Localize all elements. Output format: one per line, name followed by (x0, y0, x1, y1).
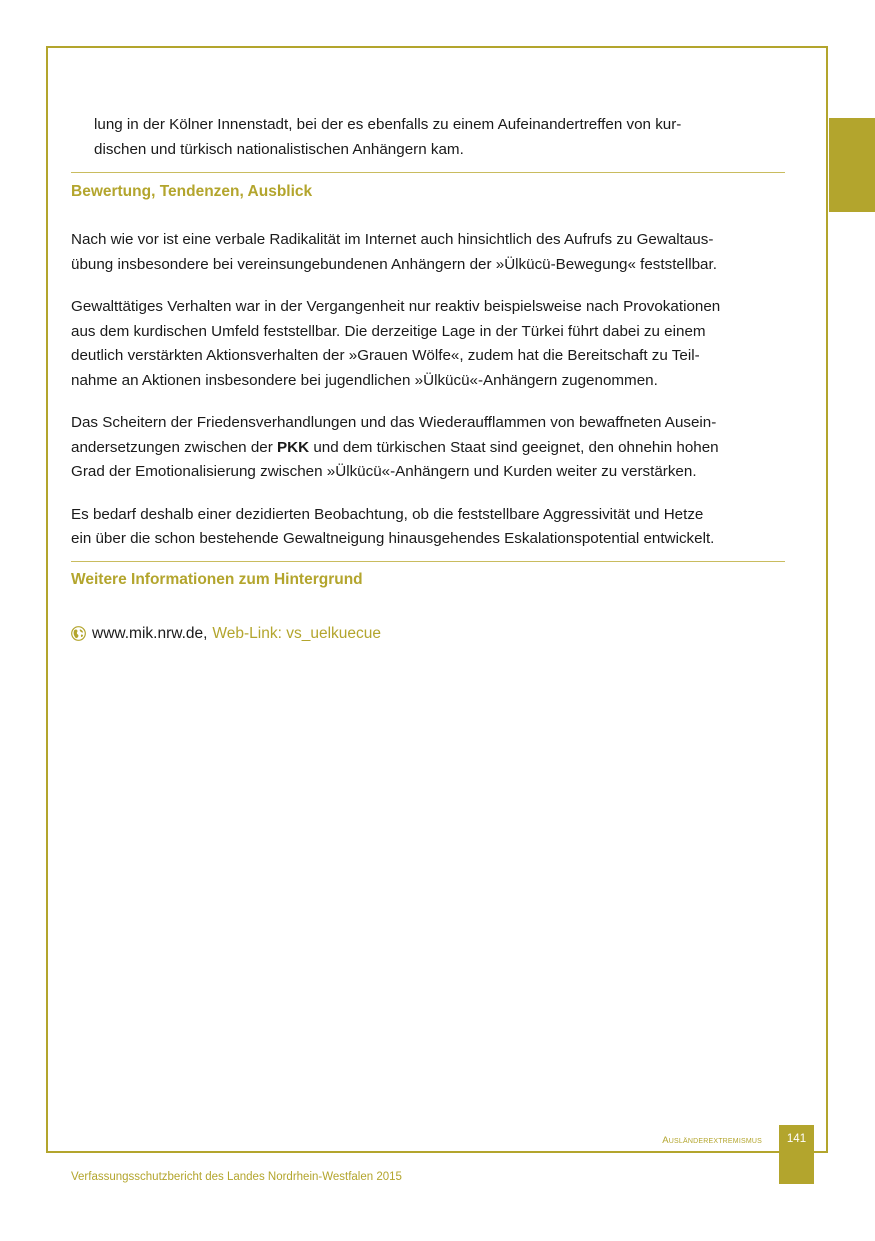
paragraph-1 (71, 228, 785, 277)
text-line: Grad der Emotionalisierung zwischen »Ülkücü«-Anhängern und Kurden weiter zu verstärken. (71, 463, 697, 480)
text-fragment: andersetzungen zwischen der (71, 438, 278, 456)
reference-link-line (71, 624, 785, 644)
text-line: aus dem kurdischen Umfeld feststellbar. Die derzeitige Lage in der Türkei führt dabei zu einem (71, 322, 706, 340)
text-line: Es bedarf deshalb einer dezidierten Beobachtung, ob die feststellbare Aggressivität und Hetze (71, 505, 704, 523)
text-line: nahme an Aktionen insbesondere bei jugendlichen »Ülkücü«-Anhängern zugenommen. (71, 371, 658, 389)
paragraph-4 (71, 503, 785, 552)
text-line: deutlich verstärkten Aktionsverhalten der »Grauen Wölfe«, zudem hat die Bereitschaft zu Teil- (71, 347, 700, 364)
page-number: 141 (786, 1133, 807, 1145)
site-url[interactable]: www.mik.nrw.de, (92, 624, 208, 642)
section-heading-assessment: Bewertung, Tendenzen, Ausblick (71, 183, 313, 200)
web-link[interactable]: Web-Link: vs_uelkuecue (212, 624, 382, 642)
section-heading-background: Weitere Informationen zum Hintergrund (71, 570, 363, 588)
text-line: übung insbesondere bei vereinsungebundenen Anhängern der »Ülkücü-Bewegung« feststellbar. (71, 255, 717, 273)
text-fragment: und dem türkischen Staat sind geeignet, den ohnehin hohen (309, 438, 719, 456)
text-line: Gewalttätiges Verhalten war in der Vergangenheit nur reaktiv beispielsweise nach Provokationen (71, 298, 721, 315)
globe-icon (71, 626, 86, 641)
text-line: Nach wie vor ist eine verbale Radikalität im Internet auch hinsichtlich des Aufrufs zu Gewaltaus- (71, 231, 714, 248)
chapter-tab-marker (829, 118, 875, 212)
text-line: lung in der Kölner Innenstadt, bei der es ebenfalls zu einem Aufeinandertreffen von kur- (94, 116, 682, 133)
text-line: Das Scheitern der Friedensverhandlungen und das Wiederaufflammen von bewaffneten Ausein- (71, 414, 717, 431)
emphasis-pkk: PKK (277, 438, 310, 456)
text-line: ein über die schon bestehende Gewaltneigung hinausgehendes Eskalationspotential entwickelt. (71, 530, 715, 547)
publication-footer: Verfassungsschutzbericht des Landes Nordrhein-Westfalen 2015 (71, 1171, 402, 1183)
paragraph-2 (71, 295, 785, 393)
continuation-paragraph (71, 113, 785, 162)
section-divider (71, 561, 785, 562)
running-head: Ausländerextremismus (662, 1135, 762, 1146)
page-content (71, 113, 785, 644)
paragraph-3 (71, 411, 785, 485)
section-divider (71, 172, 785, 173)
text-line: dischen und türkisch nationalistischen Anhängern kam. (94, 140, 464, 158)
